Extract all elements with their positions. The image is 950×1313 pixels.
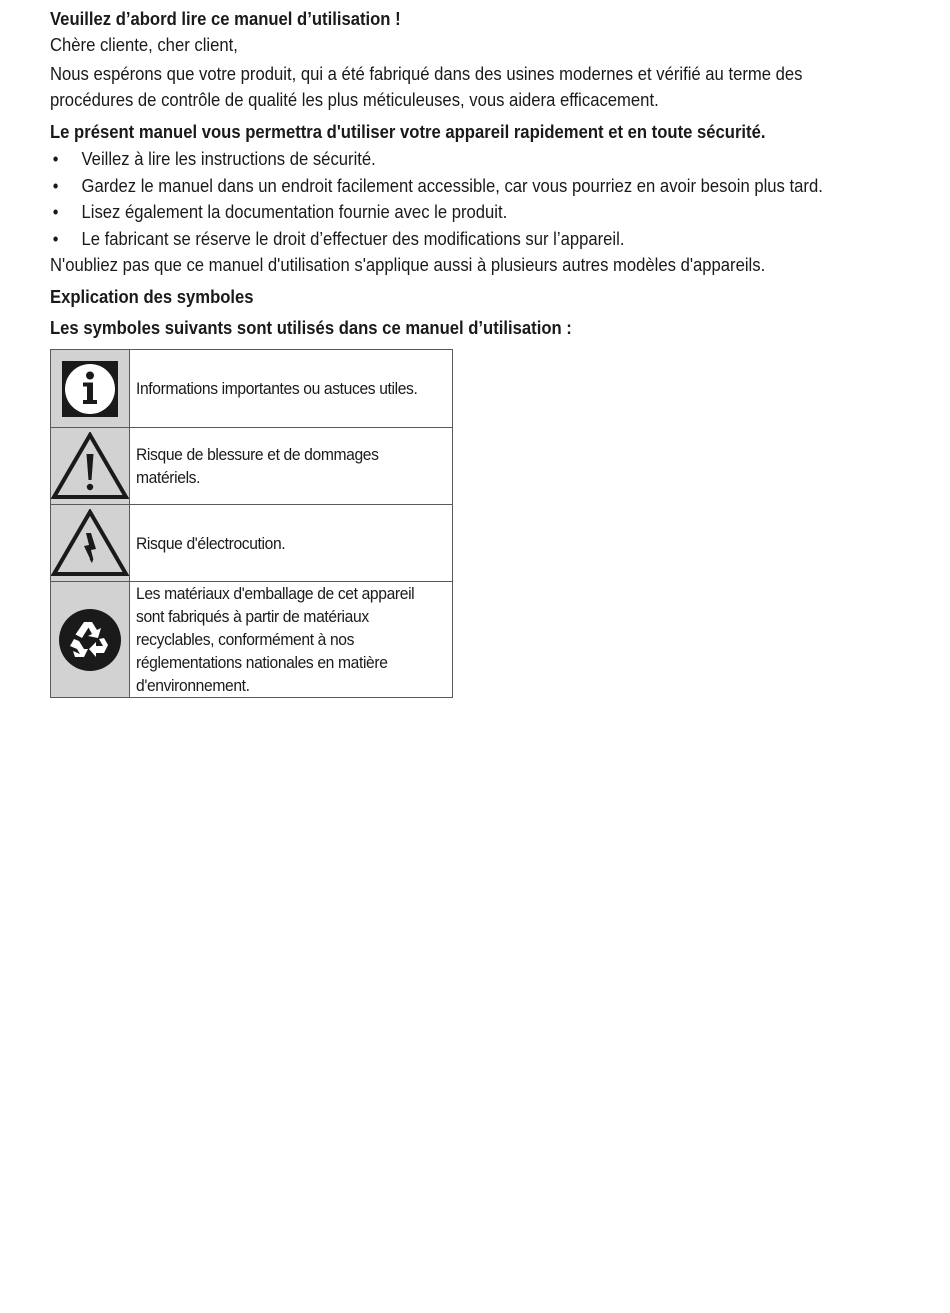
symbol-description: Informations importantes ou astuces utiles.: [130, 350, 453, 428]
recycle-icon: [58, 608, 122, 672]
list-item: • Gardez le manuel dans un endroit facilement accessible, car vous pourriez en avoir besoin plus tard.: [50, 173, 824, 200]
models-note: N'oubliez pas que ce manuel d'utilisation s'applique aussi à plusieurs autres modèles d'appareils.: [50, 254, 766, 275]
info-icon: [61, 360, 119, 418]
bullet-icon: •: [52, 175, 59, 196]
icon-cell: [51, 505, 130, 582]
list-item: • Le fabricant se réserve le droit d’effectuer des modifications sur l’appareil.: [50, 226, 824, 253]
icon-cell: [51, 428, 130, 505]
list-item: • Lisez également la documentation fournie avec le produit.: [50, 199, 824, 226]
page-title: Veuillez d’abord lire ce manuel d’utilisation !: [50, 8, 401, 29]
list-item: • Veillez à lire les instructions de sécurité.: [50, 146, 824, 173]
greeting: Chère cliente, cher client,: [50, 34, 238, 55]
intro-bold-sentence: Le présent manuel vous permettra d'utiliser votre appareil rapidement et en toute sécurité.: [50, 121, 766, 142]
icon-cell: [51, 350, 130, 428]
symbol-description: Risque de blessure et de dommages matériels.: [130, 428, 453, 505]
bullet-icon: •: [52, 228, 59, 249]
symbols-table: [50, 349, 453, 698]
electric-shock-icon: [51, 509, 129, 577]
symbols-heading: Explication des symboles: [50, 286, 254, 307]
table-row: [51, 428, 453, 505]
bullet-icon: •: [52, 149, 59, 169]
symbols-subheading: Les symboles suivants sont utilisés dans ce manuel d’utilisation :: [50, 317, 572, 338]
warning-icon: [51, 432, 129, 500]
symbol-description: Les matériaux d'emballage de cet appareil sont fabriqués à partir de matériaux recyclables, conformément à nos réglementations nationales en matière d'environnement.: [130, 582, 453, 698]
icon-cell: [51, 582, 130, 698]
instruction-list: [50, 146, 824, 252]
symbol-description: Risque d'électrocution.: [130, 505, 453, 582]
table-row: [51, 582, 453, 698]
manual-content: [50, 6, 824, 341]
table-row: [51, 505, 453, 582]
table-row: [51, 350, 453, 428]
intro-paragraph: Nous espérons que votre produit, qui a été fabriqué dans des usines modernes et vérifié au terme des procédures de contrôle de qualité les plus méticuleuses, vous aidera efficacement.: [50, 63, 803, 110]
bullet-icon: •: [52, 202, 59, 222]
